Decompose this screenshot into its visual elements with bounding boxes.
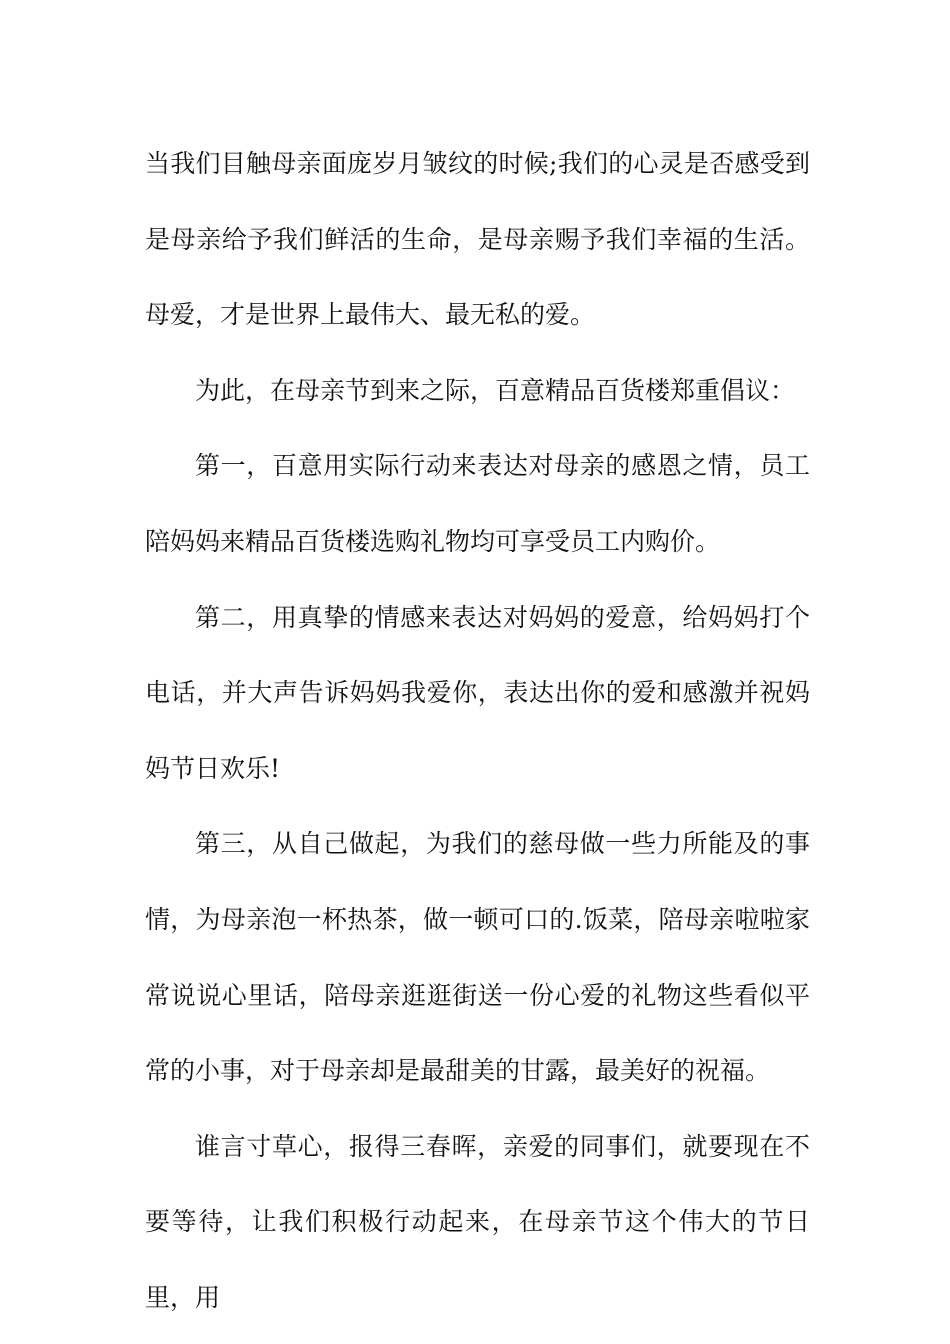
paragraph-third: 第三，从自己做起，为我们的慈母做一些力所能及的事情，为母亲泡一杯热茶，做一顿可口的.饭菜，陪母亲啦啦家常说说心里话，陪母亲逛逛街送一份心爱的礼物这些看似平常的小事，对于母亲却是最甜美的甘露，最美好的祝福。 xyxy=(145,829,810,1086)
paragraph-first: 第一，百意用实际行动来表达对母亲的感恩之情，员工陪妈妈来精品百货楼选购礼物均可享受员工内购价。 xyxy=(145,451,810,556)
document-body xyxy=(145,126,810,1336)
paragraph-second: 第二，用真挚的情感来表达对妈妈的爱意，给妈妈打个电话，并大声告诉妈妈我爱你，表达出你的爱和感激并祝妈妈节日欢乐! xyxy=(145,602,810,783)
paragraph-closing: 谁言寸草心，报得三春晖，亲爱的同事们，就要现在不要等待，让我们积极行动起来，在母亲节这个伟大的节日里，用 xyxy=(145,1131,810,1312)
paragraph-intro: 当我们目触母亲面庞岁月皱纹的时候;我们的心灵是否感受到是母亲给予我们鲜活的生命，是母亲赐予我们幸福的生活。母爱，才是世界上最伟大、最无私的爱。 xyxy=(145,149,810,330)
paragraph-proposal: 为此，在母亲节到来之际，百意精品百货楼郑重倡议： xyxy=(195,375,796,405)
